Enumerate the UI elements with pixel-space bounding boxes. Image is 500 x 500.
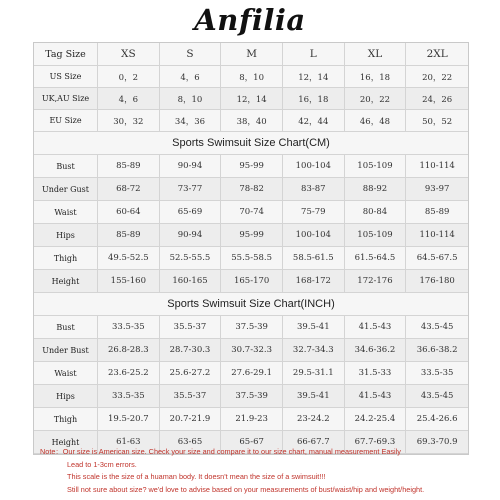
region-size-row: [34, 110, 468, 132]
size-cell: 85-89: [98, 224, 160, 247]
size-cell: 65-67: [221, 431, 283, 454]
size-cell: 34，36: [160, 110, 222, 132]
size-cell: 27.6-29.1: [221, 362, 283, 385]
note-line-2: Lead to 1-3cm errors.: [67, 459, 137, 469]
size-cell: 60-64: [98, 201, 160, 224]
notes: [40, 446, 480, 496]
size-cell: 33.5-35: [98, 385, 160, 408]
size-cell: 34.6-36.2: [345, 339, 407, 362]
row-label: Waist: [34, 362, 98, 385]
size-cell: 23-24.2: [283, 408, 345, 431]
size-cell: 110-114: [406, 224, 468, 247]
cm-measure-row: [34, 224, 468, 247]
note-line-1: Note：Our size is American size. Check your size and compare it to our size chart, manual measurement Easily: [40, 447, 401, 456]
row-label: EU Size: [34, 110, 98, 132]
size-cell: 100-104: [283, 155, 345, 178]
size-cell: 12，14: [283, 66, 345, 88]
size-cell: XS: [98, 43, 160, 66]
row-label: Height: [34, 431, 98, 454]
size-cell: 19.5-20.7: [98, 408, 160, 431]
row-label: Height: [34, 270, 98, 293]
size-cell: 61-63: [98, 431, 160, 454]
inch-measure-row: [34, 362, 468, 385]
size-cell: 25.6-27.2: [160, 362, 222, 385]
size-cell: 16，18: [283, 88, 345, 110]
size-cell: 25.4-26.6: [406, 408, 468, 431]
size-cell: 58.5-61.5: [283, 247, 345, 270]
size-cell: 50，52: [406, 110, 468, 132]
size-cell: 68-72: [98, 178, 160, 201]
size-cell: 20.7-21.9: [160, 408, 222, 431]
size-cell: 30，32: [98, 110, 160, 132]
cm-section-header-title: Sports Swimsuit Size Chart(CM): [34, 132, 468, 155]
size-cell: 24，26: [406, 88, 468, 110]
size-cell: 8，10: [221, 66, 283, 88]
inch-measure-row: [34, 385, 468, 408]
size-cell: 100-104: [283, 224, 345, 247]
size-cell: 83-87: [283, 178, 345, 201]
size-cell: 49.5-52.5: [98, 247, 160, 270]
size-cell: 46，48: [345, 110, 407, 132]
size-cell: 20，22: [406, 66, 468, 88]
inch-section-header: [34, 293, 468, 316]
row-label: Bust: [34, 155, 98, 178]
row-label: Tag Size: [34, 43, 98, 66]
inch-measure-row: [34, 316, 468, 339]
inch-section-header-title: Sports Swimsuit Size Chart(INCH): [34, 293, 468, 316]
size-cell: 90-94: [160, 224, 222, 247]
size-cell: 43.5-45: [406, 316, 468, 339]
size-cell: S: [160, 43, 222, 66]
size-cell: 75-79: [283, 201, 345, 224]
size-cell: 37.5-39: [221, 385, 283, 408]
row-label: Thigh: [34, 247, 98, 270]
inch-measure-row: [34, 339, 468, 362]
row-label: Under Bust: [34, 339, 98, 362]
size-cell: 155-160: [98, 270, 160, 293]
size-cell: 85-89: [406, 201, 468, 224]
row-label: UK,AU Size: [34, 88, 98, 110]
cm-measure-row: [34, 155, 468, 178]
size-table-body: [34, 43, 468, 454]
size-cell: 39.5-41: [283, 385, 345, 408]
size-cell: 31.5-33: [345, 362, 407, 385]
size-cell: 165-170: [221, 270, 283, 293]
row-label: Hips: [34, 224, 98, 247]
note-line-4: Still not sure about size? we'd love to advise based on your measurements of bust/waist/hip and weight/height.: [67, 484, 425, 494]
size-cell: 35.5-37: [160, 316, 222, 339]
size-cell: 88-92: [345, 178, 407, 201]
size-cell: 52.5-55.5: [160, 247, 222, 270]
cm-measure-row: [34, 178, 468, 201]
size-cell: 28.7-30.3: [160, 339, 222, 362]
size-cell: 105-109: [345, 224, 407, 247]
size-cell: 0，2: [98, 66, 160, 88]
size-cell: 69.3-70.9: [406, 431, 468, 454]
size-cell: 42，44: [283, 110, 345, 132]
note-line-3: This scale is the size of a huaman body. It doesn't mean the size of a swimsuit!!!: [67, 472, 326, 481]
size-cell: L: [283, 43, 345, 66]
size-cell: 95-99: [221, 224, 283, 247]
size-cell: 85-89: [98, 155, 160, 178]
size-cell: 33.5-35: [406, 362, 468, 385]
size-cell: 90-94: [160, 155, 222, 178]
size-cell: 67.7-69.3: [345, 431, 407, 454]
row-label: Under Gust: [34, 178, 98, 201]
region-size-row: [34, 66, 468, 88]
size-cell: 37.5-39: [221, 316, 283, 339]
row-label: Waist: [34, 201, 98, 224]
size-cell: 43.5-45: [406, 385, 468, 408]
size-cell: 160-165: [160, 270, 222, 293]
size-cell: 8，10: [160, 88, 222, 110]
size-cell: 26.8-28.3: [98, 339, 160, 362]
size-cell: 61.5-64.5: [345, 247, 407, 270]
row-label: Thigh: [34, 408, 98, 431]
cm-section-header: [34, 132, 468, 155]
tag-size-header-row: [34, 43, 468, 66]
cm-measure-row: [34, 270, 468, 293]
row-label: US Size: [34, 66, 98, 88]
size-cell: 64.5-67.5: [406, 247, 468, 270]
size-cell: 20，22: [345, 88, 407, 110]
size-cell: 4，6: [160, 66, 222, 88]
size-cell: 176-180: [406, 270, 468, 293]
size-cell: 29.5-31.1: [283, 362, 345, 385]
size-cell: 16，18: [345, 66, 407, 88]
row-label: Hips: [34, 385, 98, 408]
size-cell: 30.7-32.3: [221, 339, 283, 362]
size-cell: 110-114: [406, 155, 468, 178]
size-cell: 21.9-23: [221, 408, 283, 431]
size-cell: 24.2-25.4: [345, 408, 407, 431]
size-cell: 105-109: [345, 155, 407, 178]
size-cell: 66-67.7: [283, 431, 345, 454]
size-table: [34, 43, 468, 454]
size-cell: 168-172: [283, 270, 345, 293]
size-cell: 93-97: [406, 178, 468, 201]
size-cell: 70-74: [221, 201, 283, 224]
size-cell: M: [221, 43, 283, 66]
size-cell: 4，6: [98, 88, 160, 110]
size-chart: [33, 42, 469, 455]
size-cell: 65-69: [160, 201, 222, 224]
inch-measure-row: [34, 408, 468, 431]
size-cell: 38，40: [221, 110, 283, 132]
size-cell: 12，14: [221, 88, 283, 110]
brand-logo: Anfilia: [194, 3, 306, 37]
size-cell: XL: [345, 43, 407, 66]
size-cell: 55.5-58.5: [221, 247, 283, 270]
size-cell: 2XL: [406, 43, 468, 66]
row-label: Bust: [34, 316, 98, 339]
size-cell: 33.5-35: [98, 316, 160, 339]
size-cell: 78-82: [221, 178, 283, 201]
size-cell: 32.7-34.3: [283, 339, 345, 362]
region-size-row: [34, 88, 468, 110]
size-cell: 73-77: [160, 178, 222, 201]
size-cell: 36.6-38.2: [406, 339, 468, 362]
size-cell: 80-84: [345, 201, 407, 224]
size-cell: 172-176: [345, 270, 407, 293]
cm-measure-row: [34, 201, 468, 224]
cm-measure-row: [34, 247, 468, 270]
size-cell: 63-65: [160, 431, 222, 454]
size-cell: 39.5-41: [283, 316, 345, 339]
size-cell: 95-99: [221, 155, 283, 178]
size-cell: 41.5-43: [345, 385, 407, 408]
size-cell: 35.5-37: [160, 385, 222, 408]
size-cell: 23.6-25.2: [98, 362, 160, 385]
size-cell: 41.5-43: [345, 316, 407, 339]
